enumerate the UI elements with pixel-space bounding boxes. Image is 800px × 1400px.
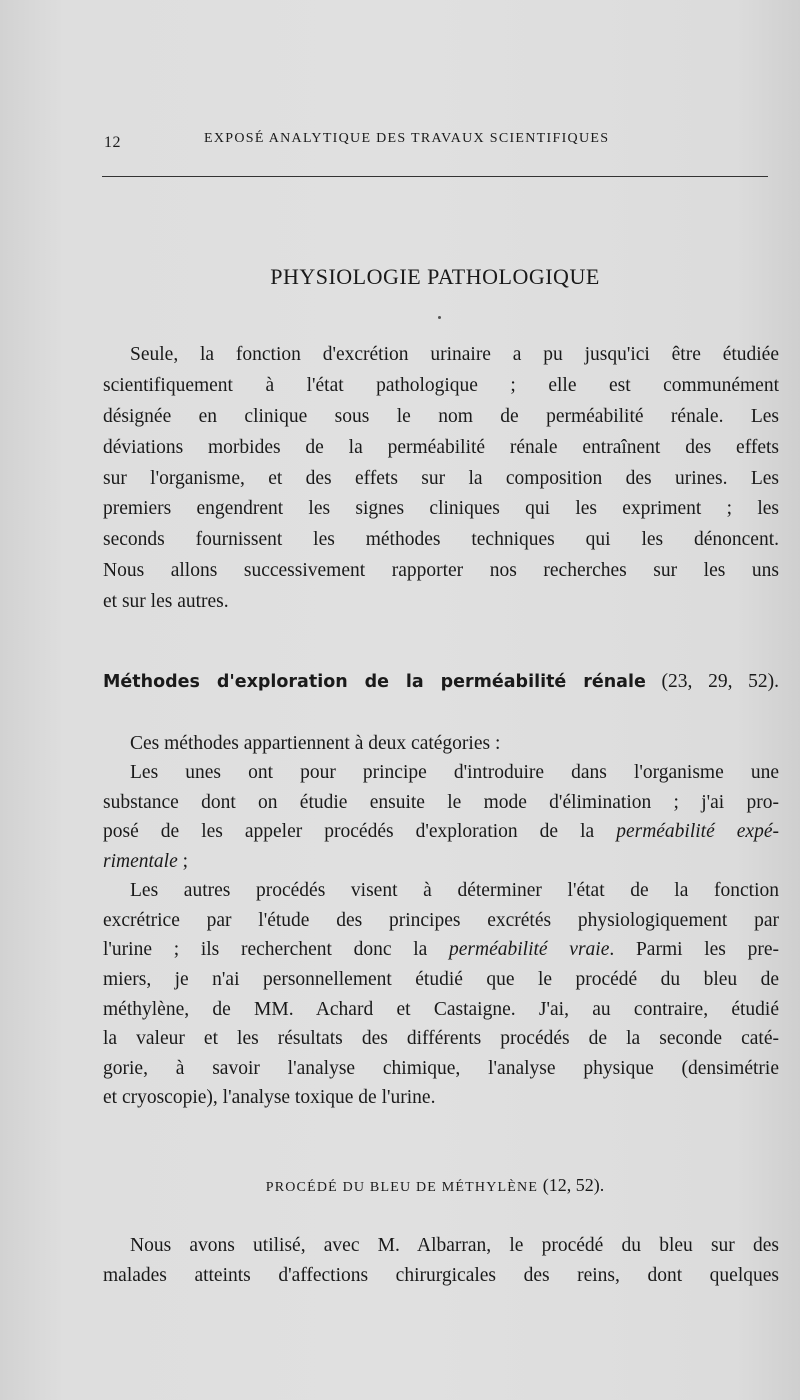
subsection-title: Méthodes d'exploration de la perméabilité rénale <box>103 672 646 692</box>
procedure-refs: (12, 52). <box>542 1175 605 1195</box>
text-line <box>103 818 779 846</box>
running-title: EXPOSÉ ANALYTIQUE DES TRAVAUX SCIENTIFIQUES <box>204 131 610 146</box>
text-line <box>103 936 779 964</box>
text-line <box>103 848 779 876</box>
subsection-refs: (23, 29, 52). <box>661 671 780 692</box>
italic-term: perméabilité vraie <box>449 939 610 960</box>
section-title: PHYSIOLOGIE PATHOLOGIQUE <box>270 264 600 289</box>
text-line: Seule, la fonction d'excrétion urinaire a pu jusqu'ici être étudiée <box>130 344 779 365</box>
text-line: scientifiquement à l'état pathologique ; elle est communément <box>103 375 779 396</box>
procedure-heading <box>102 1175 768 1196</box>
italic-term: perméabilité expé- <box>616 821 779 842</box>
text-line: déviations morbides de la perméabilité rénale entraînent des effets <box>103 437 779 458</box>
text-line: malades atteints d'affections chirurgicales des reins, dont quelques <box>103 1265 779 1286</box>
italic-term: rimentale <box>103 851 178 872</box>
text-line: substance dont on étudie ensuite le mode d'élimination ; j'ai pro- <box>103 792 779 813</box>
text-line: Nous avons utilisé, avec M. Albarran, le procédé du bleu sur des <box>130 1235 779 1256</box>
procedure-title: PROCÉDÉ DU BLEU DE MÉTHYLÈNE <box>265 1180 539 1195</box>
running-head <box>104 128 768 158</box>
text-run: ; <box>177 851 189 872</box>
text-run: posé de les appeler procédés d'exploration de la <box>103 821 617 842</box>
text-line: Ces méthodes appartiennent à deux catégories : <box>130 733 501 754</box>
text-line: seconds fournissent les méthodes techniques qui les dénoncent. <box>103 529 779 550</box>
text-line: miers, je n'ai personnellement étudié que le procédé du bleu de <box>103 969 779 990</box>
text-line: Les autres procédés visent à déterminer l'état de la fonction <box>130 880 779 901</box>
text-line: désignée en clinique sous le nom de perméabilité rénale. Les <box>103 406 779 427</box>
text-line: sur l'organisme, et des effets sur la composition des urines. Les <box>103 468 779 489</box>
text-line: Les unes ont pour principe d'introduire dans l'organisme une <box>130 762 779 783</box>
text-line: et sur les autres. <box>103 591 229 612</box>
text-line: méthylène, de MM. Achard et Castaigne. J'ai, au contraire, étudié <box>103 999 779 1020</box>
text-line: gorie, à savoir l'analyse chimique, l'analyse physique (densimétrie <box>103 1058 779 1079</box>
page-number: 12 <box>104 134 121 151</box>
header-rule <box>102 176 768 177</box>
text-line: et cryoscopie), l'analyse toxique de l'urine. <box>103 1087 436 1108</box>
text-line: la valeur et les résultats des différents procédés de la seconde caté- <box>103 1028 779 1049</box>
subsection-heading <box>103 668 779 696</box>
text-line: Nous allons successivement rapporter nos recherches sur les uns <box>103 560 779 581</box>
ink-dot <box>438 316 441 319</box>
text-run: l'urine ; ils recherchent donc la <box>103 939 450 960</box>
text-line: premiers engendrent les signes cliniques qui les expriment ; les <box>103 498 779 519</box>
text-line: excrétrice par l'étude des principes excrétés physiologiquement par <box>103 910 779 931</box>
text-run: . Parmi les pre- <box>609 939 779 960</box>
